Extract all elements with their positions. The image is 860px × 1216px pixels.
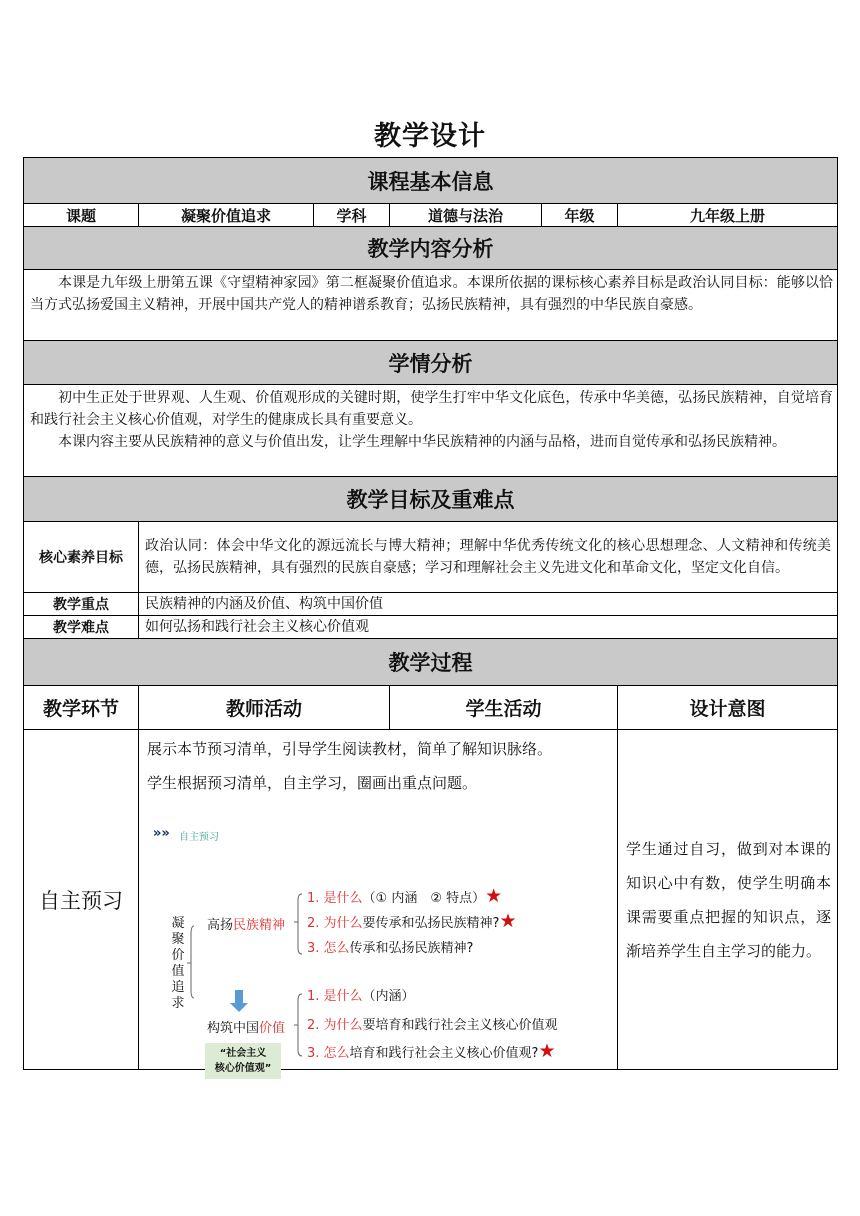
grade-label: 年级 (542, 204, 618, 227)
section-content-analysis-header: 教学内容分析 (24, 227, 838, 270)
down-arrow-shaft (235, 990, 243, 1004)
b1-item-3: 3. 怎么传承和弘扬民族精神? (307, 941, 474, 956)
stage-name: 自主预习 (24, 730, 139, 1070)
b2-item-2: 2. 为什么要培育和践行社会主义核心价值观 (307, 1018, 558, 1033)
star-icon: ★ (538, 1040, 556, 1062)
branch2-label: 构筑中国价值 (207, 1021, 286, 1036)
section-process-header: 教学过程 (24, 639, 838, 686)
preview-mind-map (139, 800, 617, 1060)
col-header-stage: 教学环节 (24, 686, 139, 730)
b2-item-1: 1. 是什么（内涵） (307, 989, 415, 1004)
learning-analysis-cell (24, 385, 838, 477)
lesson-plan-table (23, 157, 838, 1074)
grade-value: 九年级上册 (618, 204, 838, 227)
diagram-header-label: 自主预习 (179, 832, 219, 843)
chevrons-icon: »» (153, 826, 170, 841)
core-literacy-text: 政治认同：体会中华文化的源远流长与博大精神；理解中华优秀传统文化的核心思想理念、人文精神和传统美德，弘扬民族精神，具有强烈的民族自豪感；学习和理解社会主义先进文化和革命文化，坚定文化自信。 (139, 522, 838, 593)
teacher-activity-cell (139, 730, 618, 1074)
learning-analysis-para-1: 初中生正处于世界观、人生观、价值观形成的关键时期，使学生打牢中华文化底色，传承中华美德，弘扬民族精神，自觉培育和践行社会主义核心价值观，对学生的健康成长具有重要意义。 (30, 390, 834, 428)
root-brace (191, 926, 194, 998)
col-header-intent: 设计意图 (618, 686, 838, 730)
document-title: 教学设计 (374, 121, 486, 152)
col-header-teacher: 教师活动 (139, 686, 390, 730)
down-arrow-head (230, 1003, 248, 1012)
core-values-box: “社会主义 核心价值观” (205, 1043, 281, 1079)
b1-item-2: 2. 为什么要传承和弘扬民族精神?★ (307, 910, 517, 932)
content-analysis-cell (24, 270, 838, 341)
branch1-brace (298, 894, 302, 954)
content-analysis-text: 本课是九年级上册第五课《守望精神家园》第二框凝聚价值追求。本课所依据的课标核心素养目标是政治认同目标：能够以恰当方式弘扬爱国主义精神，开展中国共产党人的精神谱系教育；弘扬民族精神，具有强烈的中华民族自豪感。 (30, 275, 834, 313)
subject-label: 学科 (314, 204, 390, 227)
difficult-point-label: 教学难点 (24, 616, 139, 639)
b2-item-3: 3. 怎么培育和践行社会主义核心价值观?★ (307, 1040, 556, 1062)
star-icon: ★ (485, 885, 503, 907)
difficult-point-text: 如何弘扬和践行社会主义核心价值观 (139, 616, 838, 639)
topic-value: 凝聚价值追求 (139, 204, 314, 227)
branch1-label: 高扬民族精神 (207, 918, 286, 933)
topic-label: 课题 (24, 204, 139, 227)
subject-value: 道德与法治 (390, 204, 542, 227)
b1-item-1: 1. 是什么（① 内涵 ② 特点）★ (307, 885, 503, 907)
learning-analysis-para-2: 本课内容主要从民族精神的意义与价值出发，让学生理解中华民族精神的内涵与品格，进而自觉传承和弘扬民族精神。 (58, 434, 786, 450)
section-basic-info-header: 课程基本信息 (24, 158, 838, 204)
core-literacy-label: 核心素养目标 (24, 522, 139, 593)
design-intent-text: 学生通过自习，做到对本课的知识心中有数，使学生明确本课需要重点把握的知识点，逐渐培养学生自主学习的能力。 (618, 730, 838, 1070)
root-node: 凝 聚 价 值 追 求 (171, 916, 185, 1011)
branch2-brace (298, 994, 302, 1056)
star-icon: ★ (499, 910, 517, 932)
key-point-text: 民族精神的内涵及价值、构筑中国价值 (139, 593, 838, 616)
teacher-activity-line-2: 学生根据预习清单，自主学习，圈画出重点问题。 (147, 774, 478, 792)
col-header-student: 学生活动 (390, 686, 618, 730)
teacher-activity-line-1: 展示本节预习清单，引导学生阅读教材，简单了解知识脉络。 (147, 740, 553, 758)
section-learning-analysis-header: 学情分析 (24, 341, 838, 385)
key-point-label: 教学重点 (24, 593, 139, 616)
section-objectives-header: 教学目标及重难点 (24, 477, 838, 522)
